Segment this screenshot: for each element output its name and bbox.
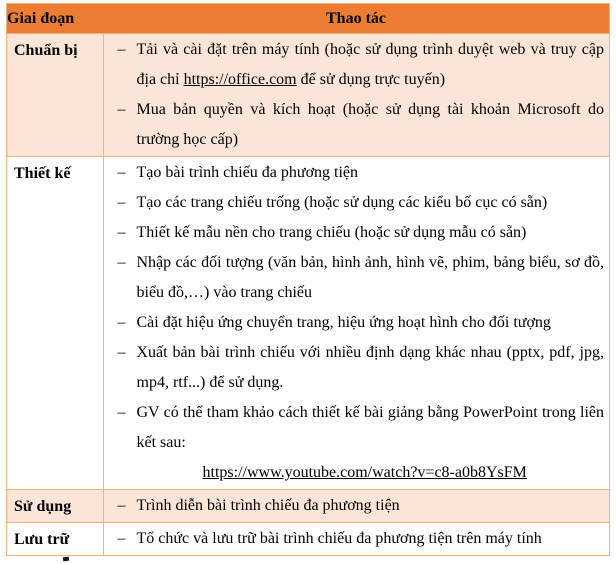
header-cell-phase: Giai đoạn	[7, 4, 104, 34]
item-text: GV có thể tham khảo cách thiết kế bài giảng bằng PowerPoint trong liên kết sau:	[136, 404, 604, 451]
header-row	[7, 4, 610, 34]
phase-label: Sử dụng	[7, 490, 104, 523]
item-text: để sử dụng trực tuyến)	[296, 71, 446, 88]
list-item	[104, 35, 608, 95]
item-text: Cài đặt hiệu ứng chuyển trang, hiệu ứng hoạt hình cho đối tượng	[136, 314, 551, 331]
item-text: Trình diễn bài trình chiếu đa phương tiện	[136, 497, 400, 514]
dash-bullet-icon: –	[117, 314, 126, 331]
list-item	[104, 218, 608, 248]
dash-bullet-icon: –	[117, 164, 126, 181]
list-item	[104, 338, 608, 398]
item-text: Thiết kế mẫu nền cho trang chiếu (hoặc sử dụng mẫu có sẵn)	[136, 224, 527, 241]
list-item	[104, 158, 608, 188]
list-item	[104, 248, 608, 308]
dash-bullet-icon: –	[117, 224, 126, 241]
list-item	[104, 524, 608, 554]
youtube-link-line	[104, 458, 608, 488]
list-item	[104, 491, 608, 521]
dash-bullet-icon: –	[117, 194, 126, 211]
item-text: Tải và cài đặt trên máy tính (hoặc sử dụng trình duyệt web và truy cập địa chỉ	[136, 41, 604, 88]
cropped-text-fragment	[63, 557, 69, 562]
operations-cell	[103, 157, 610, 490]
header-cell-operations: Thao tác	[103, 4, 610, 34]
dash-bullet-icon: –	[117, 497, 126, 514]
phase-label: Thiết kế	[7, 157, 104, 490]
item-text: Nhập các đối tượng (văn bản, hình ảnh, hình vẽ, phim, bảng biểu, sơ đồ, biểu đồ,…) vào trang chiếu	[136, 254, 604, 301]
table-row-storage	[7, 523, 610, 556]
phase-label: Lưu trữ	[7, 523, 104, 556]
dash-bullet-icon: –	[117, 41, 126, 58]
phase-operations-table	[6, 3, 610, 556]
item-text: Xuất bản bài trình chiếu với nhiều định dạng khác nhau (pptx, pdf, jpg, mp4, rtf...) để sử dụng.	[136, 344, 604, 391]
table-row-usage	[7, 490, 610, 523]
table-row-preparation	[7, 34, 610, 157]
table-row-design	[7, 157, 610, 490]
item-text: Tạo bài trình chiếu đa phương tiện	[136, 164, 359, 181]
dash-bullet-icon: –	[117, 530, 126, 547]
list-item	[104, 188, 608, 218]
dash-bullet-icon: –	[117, 101, 126, 118]
list-item	[104, 398, 608, 458]
office-link[interactable]: https://office.com	[183, 71, 297, 88]
operations-cell	[103, 523, 610, 556]
item-text: Tổ chức và lưu trữ bài trình chiếu đa phương tiện trên máy tính	[136, 530, 542, 547]
dash-bullet-icon: –	[117, 344, 126, 361]
item-text: Mua bản quyền và kích hoạt (hoặc sử dụng tài khoản Microsoft do trường học cấp)	[136, 101, 604, 148]
dash-bullet-icon: –	[117, 404, 126, 421]
youtube-link[interactable]: https://www.youtube.com/watch?v=c8-a0b8YsFM	[202, 464, 527, 481]
phase-label: Chuẩn bị	[7, 34, 104, 157]
dash-bullet-icon: –	[117, 254, 126, 271]
item-text: Tạo các trang chiếu trống (hoặc sử dụng các kiểu bố cục có sẵn)	[136, 194, 548, 211]
list-item	[104, 95, 608, 155]
list-item	[104, 308, 608, 338]
operations-cell	[103, 34, 610, 157]
operations-cell	[103, 490, 610, 523]
